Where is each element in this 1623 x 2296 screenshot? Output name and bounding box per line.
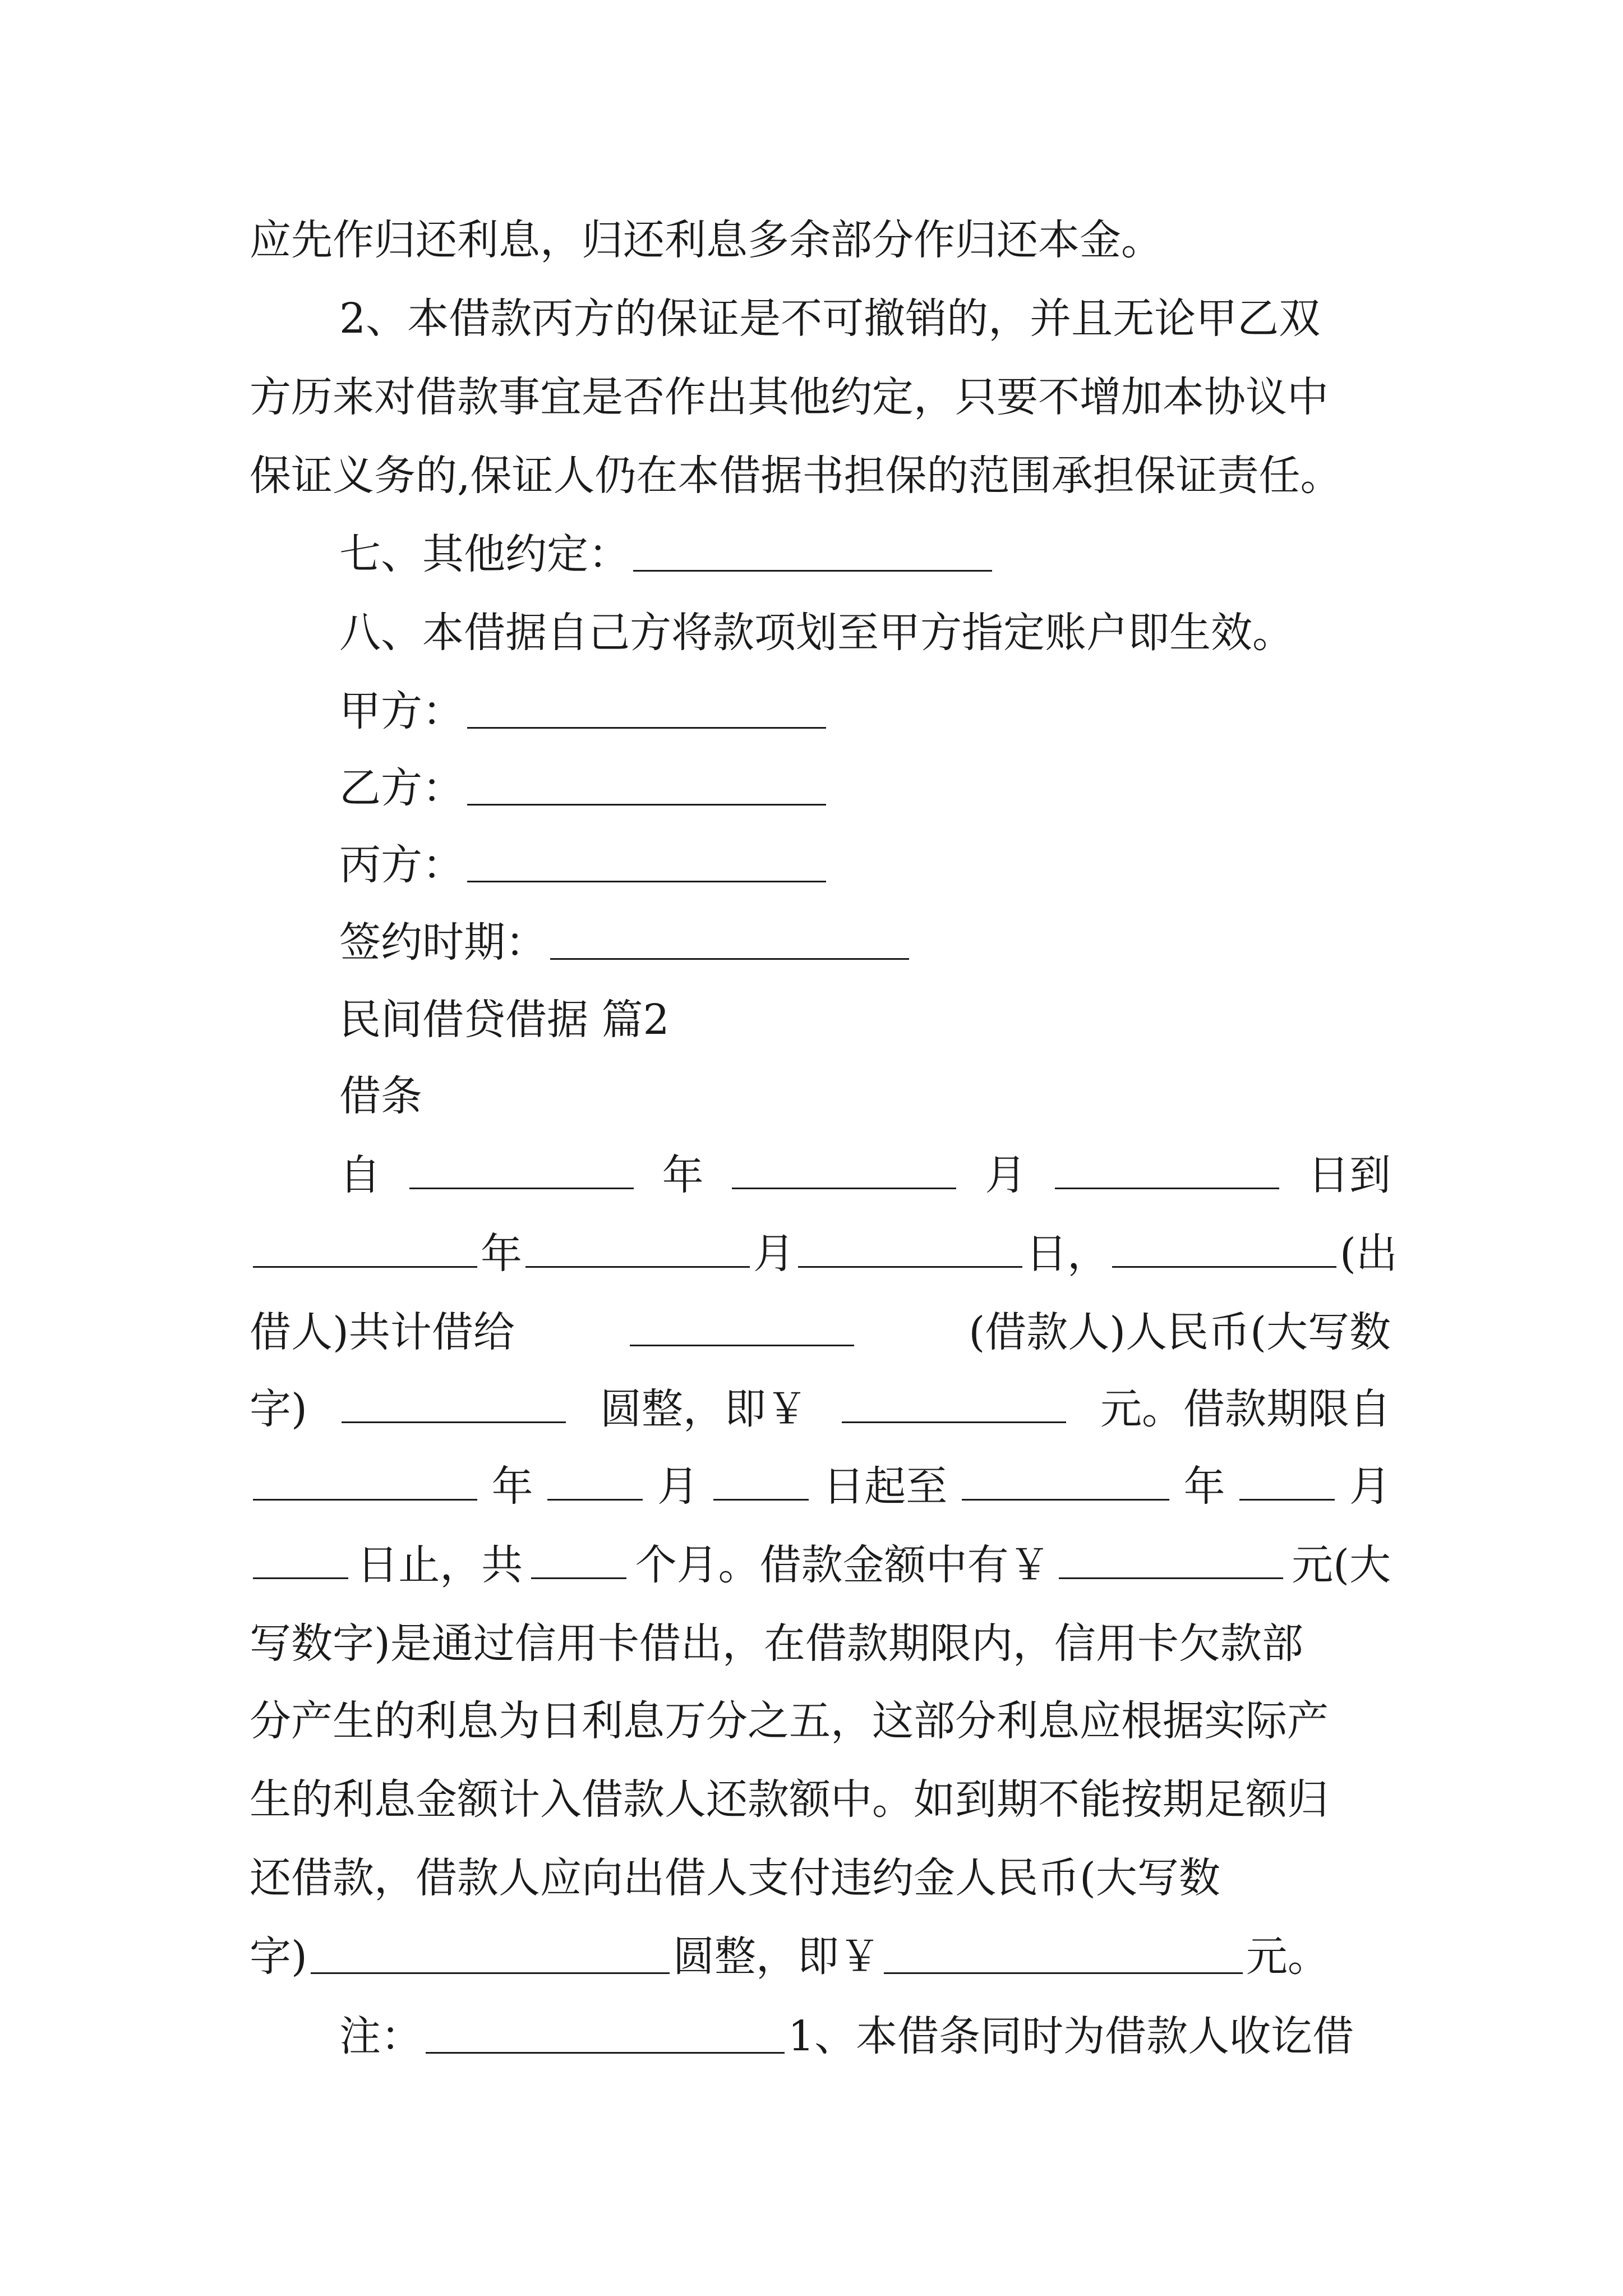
loan-period-line (339, 1147, 1391, 1203)
interest-clause-text: 写数字)是通过信用卡借出，在借款期限内，信用卡欠款部 (250, 1619, 1303, 1668)
credit-amount-label: 个月。借款金额中有￥ (635, 1541, 1050, 1589)
month-label: 月 (985, 1151, 1027, 1199)
document-title (339, 1068, 1391, 1124)
year-label: 年 (662, 1151, 704, 1199)
term-start-day-blank (713, 1466, 809, 1501)
party-a-blank (467, 694, 826, 729)
borrower-name-blank (630, 1312, 854, 1346)
guarantee-clause-line (339, 291, 1391, 347)
effective-clause-text: 八、本借据自己方将款项划至甲方指定账户即生效。 (339, 609, 1294, 657)
penalty-amount-line (250, 1929, 1391, 1985)
other-agreement-blank (633, 537, 992, 572)
year-label: 年 (481, 1230, 522, 1278)
amount-words-blank (342, 1389, 566, 1423)
party-b-label: 乙方： (339, 764, 464, 812)
loan-term-line (250, 1537, 1391, 1593)
note-blank (426, 2019, 785, 2054)
interest-clause-line (250, 1772, 1391, 1828)
interest-clause-line (250, 1616, 1391, 1672)
end-day-blank (798, 1234, 1022, 1268)
capital-words-label: 字) (250, 1385, 307, 1433)
guarantee-clause-text: 保证义务的,保证人仍在本借据书担保的范围承担保证责任。 (250, 452, 1342, 500)
term-end-year-blank (962, 1466, 1169, 1501)
signing-date-label: 签约时期： (339, 918, 547, 967)
penalty-clause-text: 还借款，借款人应向出借人支付违约金人民币(大写数 (250, 1854, 1220, 1902)
guarantee-clause-text: 2、本借款丙方的保证是不可撤销的，并且无论甲乙双 (339, 295, 1321, 343)
year-label: 年 (1183, 1462, 1225, 1511)
credit-amount-blank (1059, 1545, 1283, 1579)
yuan-label: 元。 (1246, 1932, 1329, 1981)
day-until-label: 日起至 (823, 1462, 948, 1511)
end-year-blank (253, 1234, 477, 1268)
lent-to-label: 借人)共计借给 (250, 1308, 515, 1356)
party-a-line (339, 683, 1391, 739)
penalty-clause-line (250, 1850, 1391, 1906)
month-label: 月 (1349, 1462, 1391, 1511)
clause-text-line (250, 212, 1391, 268)
lender-name-blank (1112, 1234, 1336, 1268)
yuan-whole-label: 圆整，即￥ (600, 1385, 808, 1433)
signing-date-blank (550, 926, 909, 960)
document-title-text: 借条 (339, 1072, 422, 1120)
note-line (339, 2008, 1391, 2064)
yuan-whole-label: 圆整，即￥ (672, 1932, 880, 1981)
capital-words-label: 字) (250, 1932, 307, 1981)
party-c-label: 丙方： (339, 841, 464, 889)
guarantee-clause-line (250, 369, 1391, 425)
loan-amount-line (250, 1304, 1391, 1360)
start-month-blank (732, 1155, 956, 1189)
loan-period-line (250, 1226, 1398, 1282)
other-agreement-line (339, 526, 1391, 582)
year-label: 年 (491, 1462, 533, 1511)
term-start-year-blank (253, 1466, 477, 1501)
yuan-label: 元(大 (1292, 1541, 1391, 1589)
from-label: 自 (339, 1151, 381, 1199)
months-count-blank (531, 1545, 626, 1579)
term-start-month-blank (547, 1466, 643, 1501)
term-end-day-blank (253, 1545, 348, 1579)
day-to-label: 日到 (1307, 1151, 1391, 1199)
total-label: 日止，共 (357, 1541, 523, 1589)
lender-label: (出 (1340, 1230, 1398, 1278)
month-label: 月 (657, 1462, 699, 1511)
start-year-blank (409, 1155, 634, 1189)
section-heading-text: 民间借贷借据 篇2 (339, 996, 670, 1044)
effective-clause-line (339, 605, 1391, 661)
amount-figures-blank (842, 1389, 1066, 1423)
day-label: 日， (1026, 1230, 1109, 1278)
note-text: 1、本借条同时为借款人收讫借 (788, 2012, 1354, 2060)
other-agreement-label: 七、其他约定： (339, 530, 630, 578)
note-label: 注： (339, 2012, 422, 2060)
party-b-blank (467, 771, 826, 806)
party-c-blank (467, 848, 826, 882)
clause-text: 应先作归还利息，归还利息多余部分作归还本金。 (250, 216, 1163, 264)
guarantee-clause-text: 方历来对借款事宜是否作出其他约定，只要不增加本协议中 (250, 373, 1329, 421)
signing-date-line (339, 914, 1391, 970)
party-a-label: 甲方： (339, 687, 464, 735)
section-heading (339, 992, 1391, 1048)
borrower-rmb-label: (借款人)人民币(大写数 (969, 1308, 1391, 1356)
interest-clause-line (250, 1693, 1391, 1749)
party-c-line (339, 837, 1391, 893)
term-end-month-blank (1239, 1466, 1335, 1501)
loan-amount-line (250, 1381, 1391, 1437)
month-label: 月 (753, 1230, 795, 1278)
penalty-figures-blank (884, 1940, 1243, 1974)
loan-term-line (250, 1458, 1391, 1515)
end-month-blank (525, 1234, 750, 1268)
party-b-line (339, 760, 1391, 816)
interest-clause-text: 分产生的利息为日利息万分之五，这部分利息应根据实际产 (250, 1697, 1329, 1745)
guarantee-clause-line (250, 448, 1391, 504)
term-label: 元。借款期限自 (1100, 1385, 1391, 1433)
penalty-words-blank (311, 1940, 670, 1974)
start-day-blank (1055, 1155, 1279, 1189)
interest-clause-text: 生的利息金额计入借款人还款额中。如到期不能按期足额归 (250, 1775, 1329, 1824)
